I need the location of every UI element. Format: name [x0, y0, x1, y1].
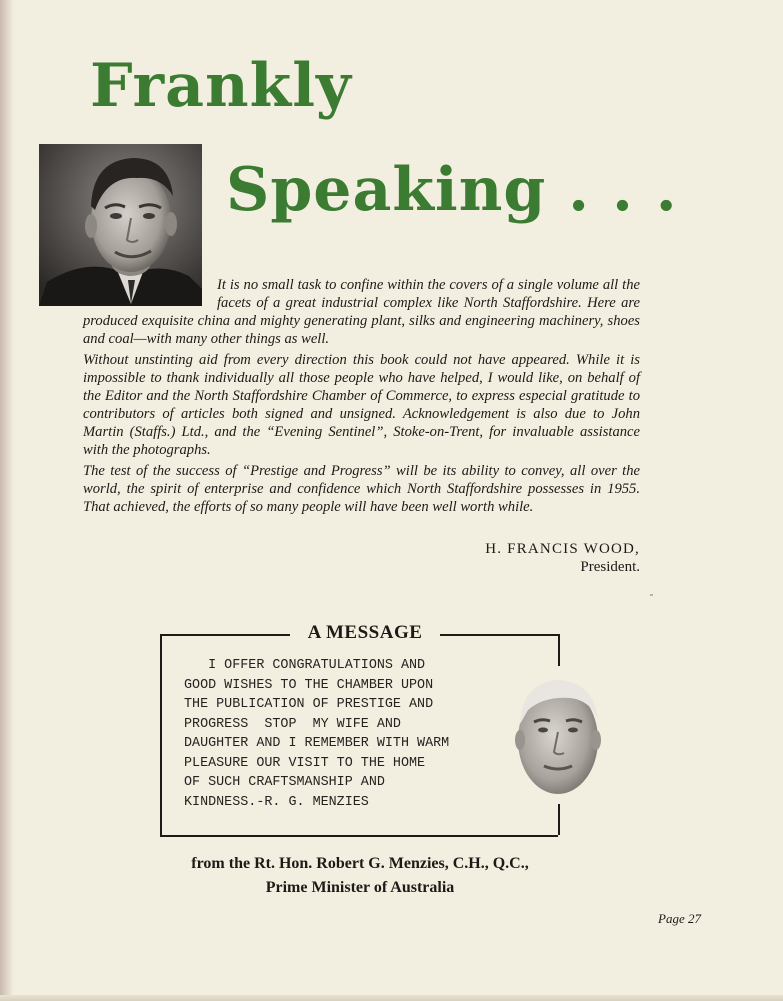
message-heading: A MESSAGE [307, 622, 423, 643]
box-border-top-left [162, 634, 290, 636]
intro-paragraph-3: The test of the success of “Prestige and Progress” will be its ability to convey, all over the world, the spirit of enterprise and confidence which North Staffordshire possesses in 1955. That achieved, the efforts of so many people will have been well worth while. [83, 463, 640, 515]
signature-name: H. FRANCIS WOOD, [485, 541, 640, 557]
box-border-right-lower [558, 804, 560, 835]
telegram-line: GOOD WISHES TO THE CHAMBER UPON [184, 677, 434, 693]
title-speaking: Speaking . . . [226, 155, 678, 225]
box-border-top-right [440, 634, 558, 636]
intro-paragraph-2: Without unstinting aid from every direction this book could not have appeared. While it is impossible to thank individually all those people who have helped, I would like, on behalf of the Editor and the North Staffordshire Chamber of Commerce, to express especial gratitude to contributors of articles both signed and unsigned. Acknowledgement is also due to John Martin (Staffs.) Ltd., and the “Evening Sentinel”, Stoke-on-Trent, for invaluable assistance with the photographs. [83, 352, 640, 458]
title-frankly: Frankly [90, 51, 352, 121]
print-speck [650, 594, 653, 596]
telegram-line: DAUGHTER AND I REMEMBER WITH WARM [184, 736, 450, 751]
telegram-text [184, 656, 449, 812]
page-spine-shadow [0, 0, 14, 1001]
portrait-robert-menzies [510, 674, 604, 798]
intro-text [83, 276, 640, 519]
telegram-line: PLEASURE OUR VISIT TO THE HOME [184, 755, 426, 771]
page-number: Page 27 [658, 911, 701, 926]
attribution-line-2: Prime Minister of Australia [265, 879, 455, 896]
message-box [160, 622, 558, 837]
telegram-line: PROGRESS STOP MY WIFE AND [184, 716, 401, 732]
box-border-right-upper [558, 634, 560, 666]
telegram-line: I OFFER CONGRATULATIONS AND [184, 658, 426, 673]
attribution [130, 852, 590, 900]
telegram-line: THE PUBLICATION OF PRESTIGE AND [184, 697, 434, 712]
telegram-line: OF SUCH CRAFTSMANSHIP AND [184, 775, 385, 790]
telegram-line: KINDNESS.-R. G. MENZIES [184, 794, 369, 810]
attribution-line-1: from the Rt. Hon. Robert G. Menzies, C.H., Q.C., [191, 855, 529, 872]
signature-block [485, 540, 640, 576]
intro-paragraph-1: It is no small task to confine within the covers of a single volume all the facets of a great industrial complex like North Staffordshire. Here are produced exquisite china and mighty generating plant, silks and engineering machinery, shoes and coal—with many other things as well. [83, 277, 640, 347]
signature-role: President. [580, 559, 640, 575]
page-bottom-edge [0, 995, 783, 1001]
